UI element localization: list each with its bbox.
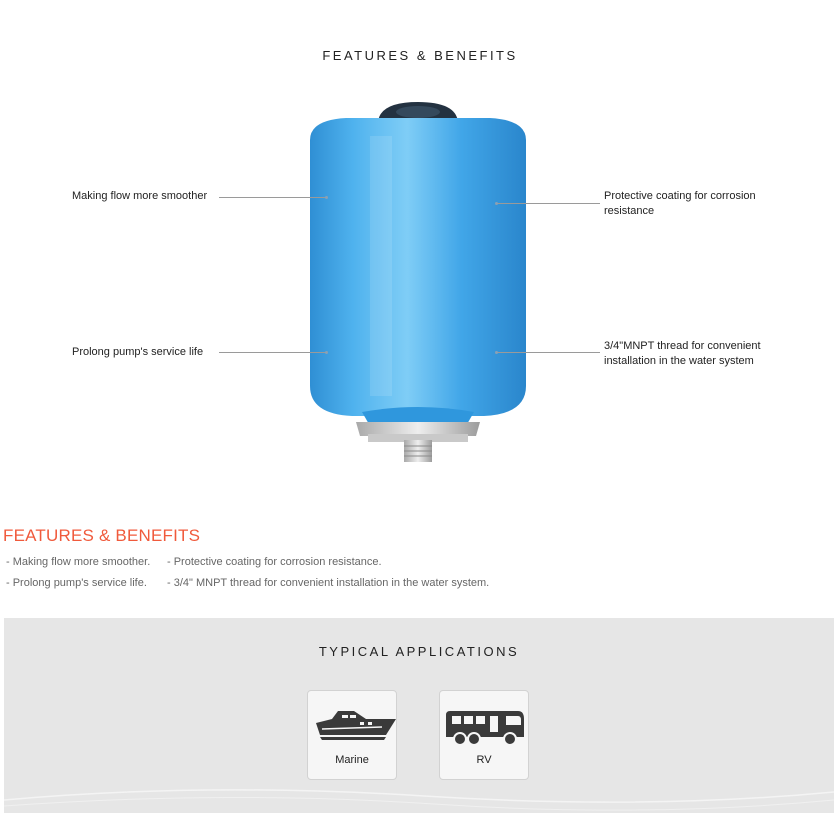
feature-item: - 3/4" MNPT thread for convenient installation in the water system. [167,577,490,589]
callout-thread-line [497,352,600,353]
callout-flow-line [219,197,326,198]
application-label-rv: RV [476,754,492,766]
application-card-rv[interactable] [439,690,529,780]
feature-item: - Prolong pump's service life. [6,577,147,589]
rv-icon [440,699,528,751]
applications-panel [4,618,834,813]
callout-coating-line1: Protective coating for corrosion [604,190,756,202]
feature-item: - Protective coating for corrosion resistance. [167,556,382,568]
callout-coating-line [497,203,600,204]
pressure-tank-image [306,96,530,468]
callout-coating [604,189,756,219]
callout-service-life-line [219,352,326,353]
callout-flow: Making flow more smoother [72,190,208,202]
callout-flow-dot [325,196,328,199]
callout-thread-line2: installation in the water system [604,355,754,367]
callout-coating-line2: resistance [604,205,655,217]
yacht-icon [308,699,396,751]
features-title: FEATURES & BENEFITS [322,48,518,63]
application-card-marine[interactable] [307,690,397,780]
callout-service-life-dot [325,351,328,354]
callout-thread [604,339,761,369]
feature-item: - Making flow more smoother. [6,556,151,568]
application-label-marine: Marine [335,754,369,766]
features-heading: FEATURES & BENEFITS [3,526,201,545]
callout-thread-line1: 3/4"MNPT thread for convenient [604,340,761,352]
callout-thread-dot [495,351,498,354]
callout-service-life: Prolong pump's service life [72,346,204,358]
decorative-wave [4,778,834,813]
applications-title: TYPICAL APPLICATIONS [318,644,520,659]
callout-coating-dot [495,202,498,205]
